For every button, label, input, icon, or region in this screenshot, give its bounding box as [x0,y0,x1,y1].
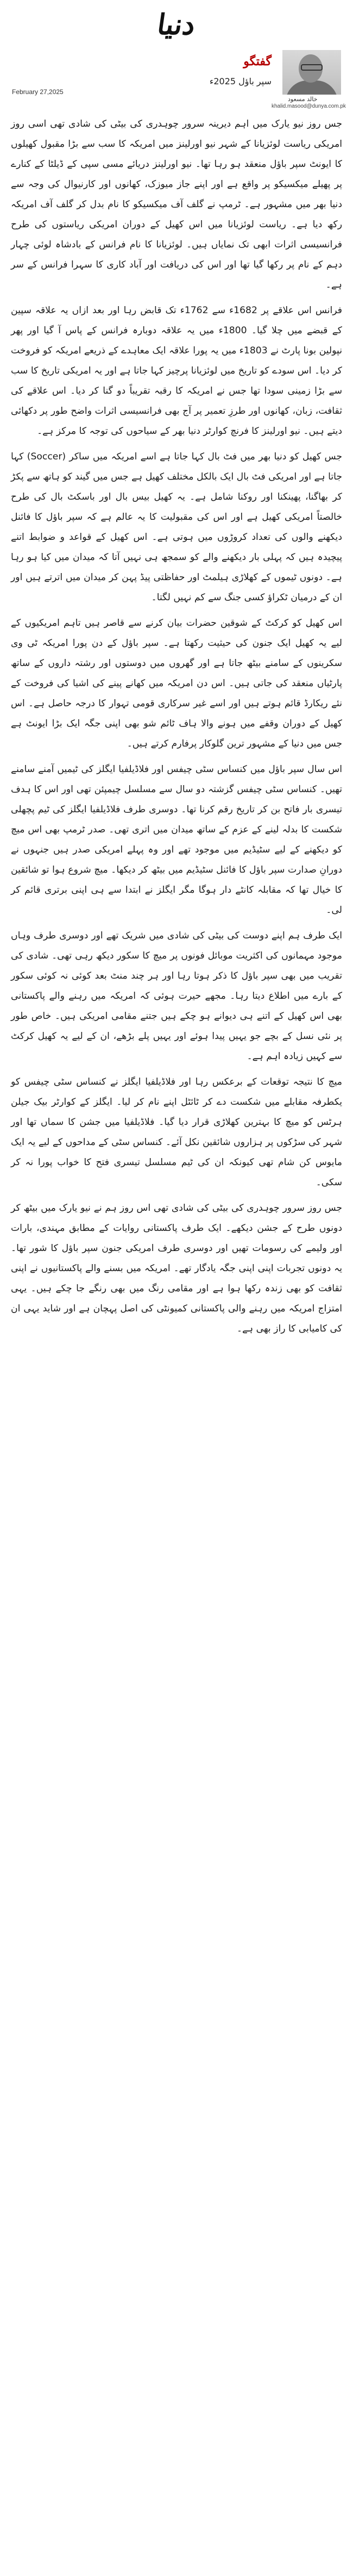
article-paragraph: میچ کا نتیجہ توقعات کے برعکس رہا اور فلاڈیلفیا ایگلز نے کنساس سٹی چیفس کو یکطرفہ مقابلے میں شکست دے کر ٹائٹل اپنے نام کر لیا۔ ایگلز کے کوارٹر بیک جیلن ہرٹس کو میچ کا بہترین کھلاڑی قرار دیا گیا۔ فلاڈیلفیا میں جشن کا سماں تھا اور شہر کی سڑکوں پر ہزاروں شائقین نکل آئے۔ کنساس سٹی کے مداحوں کے لیے یہ ایک مایوس کن شام تھی کیونکہ ان کی ٹیم مسلسل تیسری فتح کا خواب پورا نہ کر سکی۔ [11,1077,342,1188]
masthead [0,0,353,48]
article-paragraph: اس سال سپر باؤل میں کنساس سٹی چیفس اور فلاڈیلفیا ایگلز کی ٹیمیں آمنے سامنے تھیں۔ کنساس سٹی چیفس گزشتہ دو سال سے مسلسل چیمپئن تھی اور اس کا ہدف تیسری بار فاتح بن کر تاریخ رقم کرنا تھا۔ دوسری طرف فلاڈیلفیا ایگلز کی ٹیم پچھلی شکست کا بدلہ لینے کے عزم کے ساتھ میدان میں اتری تھی۔ صدر ٹرمپ بھی اس میچ کو دیکھنے کے لیے سٹیڈیم میں موجود تھے اور وہ پہلے امریکی صدر ہیں جنہوں نے دورانِ صدارت سپر باؤل کا فائنل سٹیڈیم میں بیٹھ کر دیکھا۔ میچ شروع ہوا تو شائقین کا خیال تھا کہ مقابلہ کانٹے دار ہوگا مگر ایگلز نے ابتدا سے ہی اپنی برتری قائم کر لی۔ [11,764,342,916]
newspaper-logo [144,3,209,46]
article-paragraph: جس روز سرور چوہدری کی بیٹی کی شادی تھی اس روز ہم نے نیو یارک میں بیٹھ کر دونوں طرح کے جشن دیکھے۔ ایک طرف پاکستانی روایات کے مطابق مہندی، بارات اور ولیمے کی رسومات تھیں اور دوسری طرف امریکی جنون سپر باؤل کا شور تھا۔ یہ دونوں تجربات اپنی اپنی جگہ یادگار تھے۔ امریکہ میں بسنے والے پاکستانیوں نے اپنی ثقافت کو بھی زندہ رکھا ہوا ہے اور مقامی رنگ میں بھی رنگے جا چکے ہیں۔ یہی امتزاج امریکہ میں رہنے والی پاکستانی کمیونٹی کی اصل پہچان ہے اور شاید یہی ان کی کامیابی کا راز بھی ہے۔ [11,1203,342,1334]
author-photo-glasses [301,64,323,71]
article-title: سپر باؤل 2025ء [209,76,272,86]
author-photo [282,50,341,95]
publish-date: February 27,2025 [12,88,64,96]
article-paragraph: جس روز نیو یارک میں اہم دیرینہ سرور چوہدری کی بیٹی کی شادی تھی اسی روز امریکی ریاست لوئزیانا کے شہر نیو اورلینز میں امریکہ کا سب سے بڑا مقبول کھیلوں کا ایونٹ سپر باؤل منعقد ہو رہا تھا۔ نیو اورلینز دریائے مسی سپی کے ڈیلٹا کے کنارے پر پھیلے میکسیکو پر واقع ہے اور اپنے جاز میوزک، کھانوں اور کارنیوال کی وجہ سے دنیا بھر میں مشہور ہے۔ ٹرمپ نے گلف آف میکسیکو کا نام بدل کر گلف آف امریکہ رکھ دیا ہے۔ ریاست لوئزیانا میں اس کھیل کے دوران امریکی ریاستوں کی طرح فرانسیسی اثرات ابھی تک نمایاں ہیں۔ لوئزیانا کا نام فرانس کے بادشاہ لوئی چہار دہم کے نام پر رکھا گیا تھا اور اس کی دریافت اور آباد کاری کا سہرا فرانس کے سر ہے۔ [11,119,342,290]
article-body [11,114,342,1345]
logo-text: دنیا [155,8,198,41]
article-paragraph: جس کھیل کو دنیا بھر میں فٹ بال کہا جاتا ہے اسے امریکہ میں ساکر (Soccer) کہا جاتا ہے اور امریکی فٹ بال ایک بالکل مختلف کھیل ہے جس میں گیند کو ہاتھ سے پکڑ کر بھاگنا، پھینکنا اور روکنا شامل ہے۔ یہ کھیل بیس بال اور باسکٹ بال کی طرح خالصتاً امریکی کھیل ہے اور اس کی مقبولیت کا یہ عالم ہے کہ سپر باؤل کا فائنل دیکھنے والوں کی تعداد کروڑوں میں ہوتی ہے۔ اس کھیل کے قواعد و ضوابط اتنے پیچیدہ ہیں کہ پہلی بار دیکھنے والے کو سمجھ ہی نہیں آتا کہ میدان میں کیا ہو رہا ہے۔ دونوں ٹیموں کے کھلاڑی ہیلمٹ اور حفاظتی پیڈ پہن کر میدان میں اترتے ہیں اور ان کے درمیان ٹکراؤ کسی جنگ سے کم نہیں لگتا۔ [11,451,342,603]
author-email: khalid.masood@dunya.com.pk [272,103,346,109]
author-name: خالد مسعود [288,96,318,103]
article-header [0,50,353,109]
article-paragraph: ایک طرف ہم اپنے دوست کی بیٹی کی شادی میں شریک تھے اور دوسری طرف وہاں موجود مہمانوں کی اکثریت موبائل فونوں پر میچ کا سکور دیکھ رہی تھی۔ شادی کی تقریب میں بھی سپر باؤل کا ذکر ہوتا رہا اور ہر چند منٹ بعد کوئی نہ کوئی سکور کے بارے میں اطلاع دیتا رہا۔ مجھے حیرت ہوئی کہ امریکہ میں رہنے والے پاکستانی بھی اس کھیل کے اتنے ہی دیوانے ہو چکے ہیں جتنے مقامی امریکی ہیں۔ خاص طور پر نئی نسل کے بچے جو یہیں پیدا ہوئے اور یہیں پلے بڑھے، ان کے لیے یہ کھیل کرکٹ سے کہیں زیادہ اہم ہے۔ [11,930,342,1062]
article-paragraph: اس کھیل کو کرکٹ کے شوقین حضرات بیان کرنے سے قاصر ہیں تاہم امریکیوں کے لیے یہ کھیل ایک جنون کی حیثیت رکھتا ہے۔ سپر باؤل کے دن پورا امریکہ ٹی وی سکرینوں کے سامنے بیٹھ جاتا ہے اور گھروں میں دوستوں اور رشتہ داروں کے ساتھ پارٹیاں منعقد کی جاتی ہیں۔ اس دن امریکہ میں کھانے پینے کی اشیا کی فروخت کے نئے ریکارڈ قائم ہوتے ہیں اور اسے غیر سرکاری قومی تہوار کا درجہ حاصل ہے۔ اس کھیل کے دوران وقفے میں ہونے والا ہاف ٹائم شو بھی اپنی جگہ ایک بڑا ایونٹ ہے جس میں دنیا کے مشہور ترین گلوکار پرفارم کرتے ہیں۔ [11,618,342,749]
column-name: گفتگو [243,54,272,69]
title-block [163,52,272,102]
article-paragraph: فرانس اس علاقے پر 1682ء سے 1762ء تک قابض رہا اور بعد ازاں یہ علاقہ سپین کے قبضے میں چلا گیا۔ 1800ء میں یہ علاقہ دوبارہ فرانس کے پاس آ گیا اور پھر نپولین بونا پارٹ نے 1803ء میں یہ پورا علاقہ ایک معاہدے کے ذریعے امریکہ کو فروخت کر دیا۔ اس سودے کو تاریخ میں لوئزیانا پرچیز کہا جاتا ہے اور یہ امریکی تاریخ کا سب سے بڑا زمینی سودا تھا جس نے امریکہ کا رقبہ تقریباً دو گنا کر دیا۔ اس علاقے کی ثقافت، زبان، کھانوں اور طرزِ تعمیر پر آج بھی فرانسیسی اثرات واضح طور پر دکھائی دیتے ہیں۔ نیو اورلینز کا فرنچ کوارٹر دنیا بھر کے سیاحوں کی توجہ کا مرکز ہے۔ [11,305,343,437]
